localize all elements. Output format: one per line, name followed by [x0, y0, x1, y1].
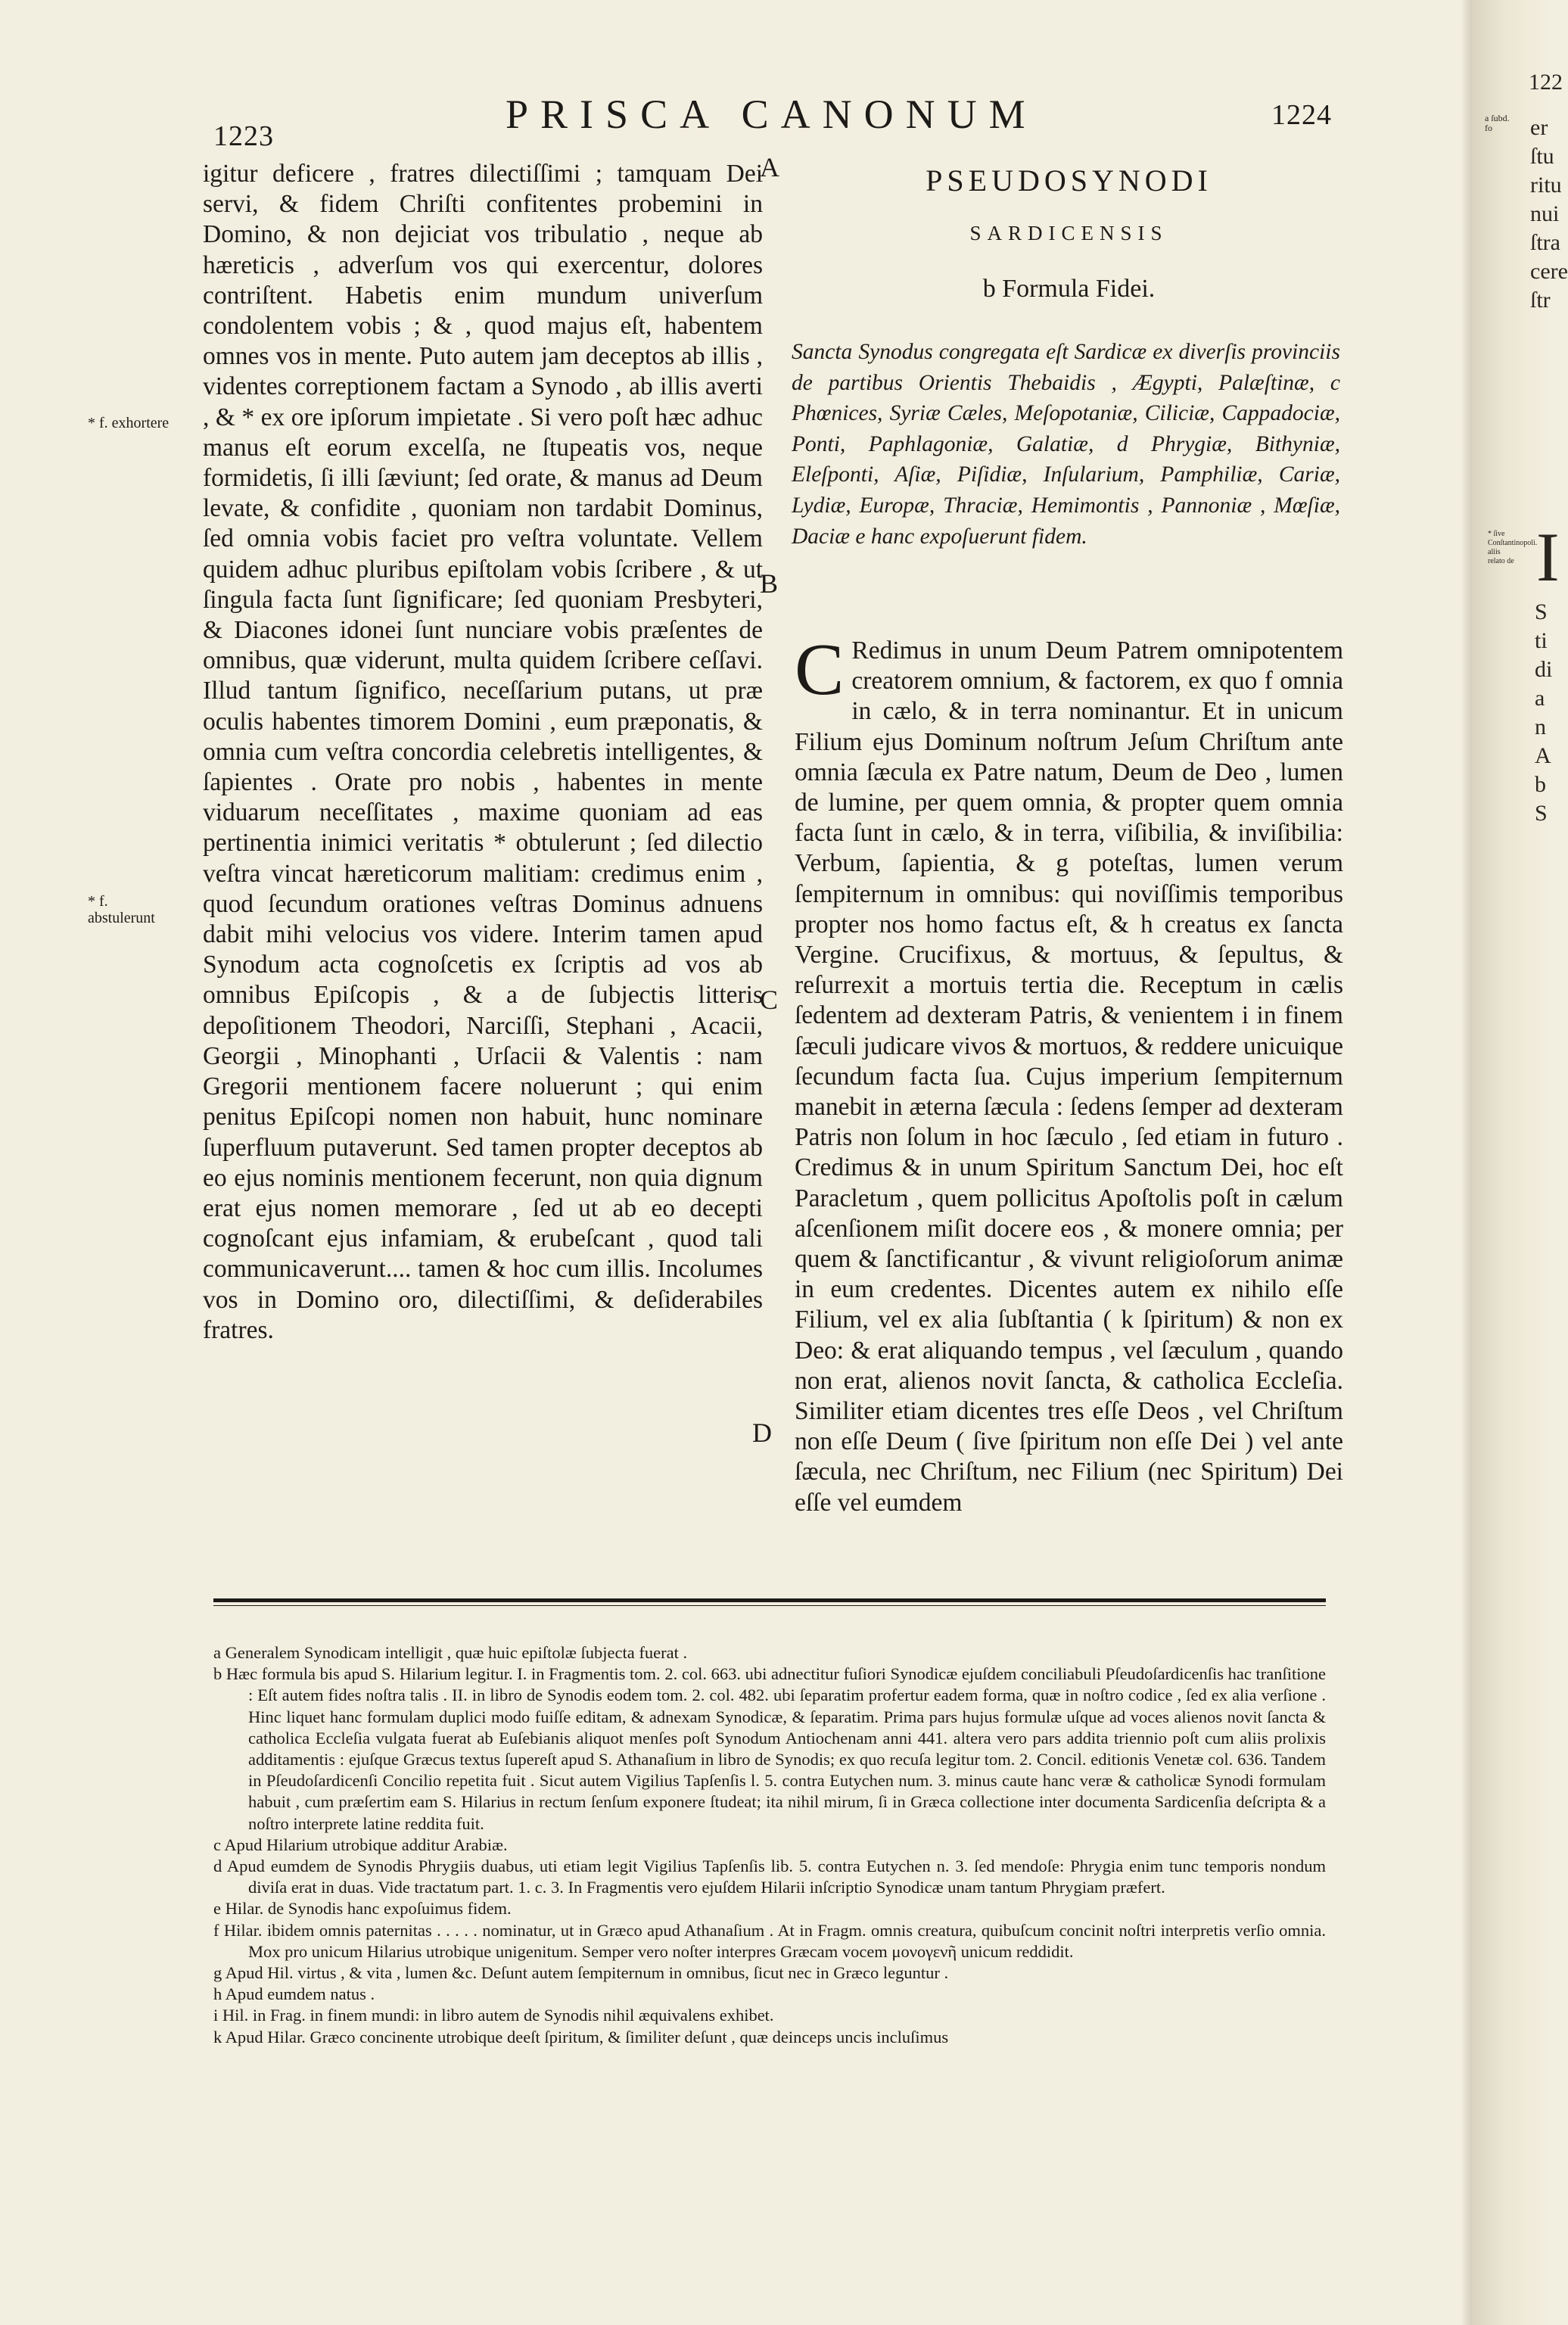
next-page-line: di: [1535, 657, 1553, 682]
footnote-i: i Hil. in Frag. in finem mundi: in libro autem de Synodis nihil æquivalens exhibet.: [213, 2006, 774, 2025]
section-letter-a: A: [760, 152, 779, 182]
right-column-text: Redimus in unum Deum Patrem omnipotentem creatorem omnium, & factorem, ex quo f omnia in cælo, & in terra nominantur. Et in unicum Filium ejus Dominum noſtrum Jeſum Chriſtum ante omnia ſæcula ex Patre natum, Deum de Deo , lumen de lumine, per quem omnia, & propter quem omnia facta ſunt in cælo, & in terra, viſibilia, & inviſibilia: Verbum, ſapientia, & g poteſtas, lumen verum ſempiternum in omnibus: qui noviſſimis temporibus propter nos homo factus eſt, & h creatus ex ſancta Vergine. Crucifixus, & mortuus, & ſepultus, & reſurrexit a mortuis tertia die. Receptum in cælis ſedentem ad dexteram Patris, & venientem i in finem ſæculi judicare vivos & mortuos, & reddere unicuique ſecundum facta ſua. Cujus imperium ſempiternum manebit in æterna ſæcula : ſedens ſemper ad dexteram Patris non ſolum in hoc ſæculo , ſed etiam in futuro . Credimus & in unum Spiritum Sanctum Dei, hoc eſt Paracletum , quem pollicitus Apoſtolis poſt in cælum aſcenſionem miſit docere eos , & monere omnia; per quem & ſanctificantur , & vivunt religioſorum animæ in eum credentes. Dicentes autem ex nihilo eſſe Filium, vel ex alia ſubſtantia ( k ſpiritum) & non ex Deo: & erat aliquando tempus , vel ſæculum , quando non erat, alienos novit ſancta, & catholica Eccleſia. Similiter etiam dicentes tres eſſe Deos , vel Chriſtum non eſſe Deum ( ſive ſpiritum non eſſe Dei ) vel ante ſæcula, nec Chriſtum, nec Filium (nec Spiritum) Dei eſſe vel eumdem: [795, 636, 1343, 1517]
next-page-line: ritu: [1530, 173, 1562, 198]
margin-note-abstulerunt: * f. abstulerunt: [88, 893, 155, 926]
footnote-rule-thin: [213, 1605, 1326, 1606]
section-title: PSEUDOSYNODI: [926, 163, 1212, 198]
next-page-line: b: [1535, 772, 1546, 797]
next-page-line: n: [1535, 714, 1546, 739]
section-subtitle: SARDICENSIS: [969, 222, 1168, 244]
page-number-left: 1223: [213, 120, 274, 152]
next-page-line: er: [1530, 115, 1548, 140]
footnote-f: f Hilar. ibidem omnis paternitas . . . . . nominatur, ut in Græco apud Athanaſium . At in Fragm. omnis creatura, quibuſcum concinit noſtri interpretis verſio omnia. Mox pro unicum Hilarius utrobique unigenitum. Semper vero noſter interpres Græcam vocem μονογενῆ unicum reddidit.: [213, 1920, 1326, 1961]
next-page-line: ti: [1535, 628, 1548, 653]
next-page-big-initial: I: [1536, 518, 1560, 596]
footnote-b: b Hæc formula bis apud S. Hilarium legitur. I. in Fragmentis tom. 2. col. 663. ubi adnectitur fuſiori Synodicæ ejuſdem conciliabuli Pſeudoſardicenſis hac tranſitione : Eſt autem fides noſtra talis . II. in libro de Synodis eodem tom. 2. col. 482. ubi ſeparatim profertur eadem forma, quæ in noſtro codice , ſed ex alia verſione . Hinc liquet hanc formulam duplici modo fuiſſe editam, & adnexam Synodicæ, & ſeparatim. Prima pars hujus formulæ uſque ad voces alienos novit ſancta & catholica Eccleſia vulgata fuerat ab Euſebianis aliquot menſes poſt Synodum Antiochenam anni 441. altera vero pars addita triennio poſt cum aliis prolixis additamentis : ejuſque Græcus textus ſupereſt apud S. Athanaſium in libro de Synodis; ex quo recuſa legitur tom. 2. Concil. editionis Venetæ col. 636. Tandem in Pſeudoſardicenſi Concilio repetita fuit . Sicut autem Vigilius Tapſenſis l. 5. contra Eutychen num. 3. minus caute hanc veræ & catholicæ Synodi formulam habuit , cum præſertim eam S. Hilarius in rectum ſenſum exponere ſtudeat; ita nihil mirum, ſi in Græca collectione inter documenta Sardicenſia deſcripta & a noſtro interprete latine reddita fuit.: [213, 1664, 1326, 1833]
footnote-rule-thick: [213, 1598, 1326, 1602]
footnote-k: k Apud Hilar. Græco concinente utrobique deeſt ſpiritum, & ſimiliter deſunt , quæ deinceps uncis incluſimus: [213, 2027, 949, 2046]
next-page-line: A: [1535, 743, 1551, 768]
next-page-line: S: [1535, 599, 1548, 624]
next-page-line: ſtra: [1530, 230, 1560, 255]
section-letter-d: D: [752, 1418, 772, 1448]
next-page-line: nui: [1530, 201, 1560, 226]
next-page-margin-note-mid: * ſive Conſtantinopoli. aliis relato de: [1488, 530, 1538, 565]
next-page-edge: [1472, 0, 1553, 2325]
footnote-g: g Apud Hil. virtus , & vita , lumen &c. Deſunt autem ſempiternum in omnibus, ſicut nec in Græco leguntur .: [213, 1963, 949, 1983]
page-number-right: 1224: [1271, 99, 1332, 131]
section-letter-c: C: [760, 985, 779, 1015]
footnote-c: c Apud Hilarium utrobique additur Arabiæ.: [213, 1835, 508, 1854]
next-page-number: 122: [1529, 70, 1563, 95]
next-page-line: a: [1535, 686, 1545, 711]
margin-note-exhortere: * f. exhortere: [88, 415, 170, 431]
next-page-text-top: [1530, 114, 1568, 315]
formula-heading: b Formula Fidei.: [982, 275, 1156, 303]
footnotes: [213, 1642, 1326, 2048]
footnote-d: d Apud eumdem de Synodis Phrygiis duabus, uti etiam legit Vigilius Tapſenſis lib. 5. contra Eutychen n. 3. ſed mendoſe: Phrygia enim tunc temporis nondum diviſa erat in duas. Vide tractatum part. 1. c. 3. In Fragmentis vero ejuſdem Hilarii inſcriptio Synodicæ unam tantum Phrygiam præfert.: [213, 1857, 1326, 1897]
next-page-text-mid: [1535, 598, 1552, 828]
synod-introduction: Sancta Synodus congregata eſt Sardicæ ex diverſis provinciis de partibus Orientis Thebaidis , Ægypti, Palæſtinæ, c Phœnices, Syriæ Cæles, Meſopotaniæ, Ciliciæ, Cappadociæ, Ponti, Paphlagoniæ, Galatiæ, d Phrygiæ, Bithyniæ, Eleſponti, Aſiæ, Piſidiæ, Inſularium, Pamphiliæ, Cariæ, Lydiæ, Europæ, Thraciæ, Hemimontis , Pannoniæ , Mœſiæ, Daciæ e hanc expoſuerunt fidem.: [792, 340, 1340, 549]
left-column: [203, 159, 763, 1346]
right-column: [795, 629, 1343, 1518]
next-page-line: ſtr: [1530, 288, 1551, 313]
drop-cap: C: [795, 629, 845, 711]
footnote-e: e Hilar. de Synodis hanc expoſuimus fidem.: [213, 1899, 512, 1919]
section-letter-b: B: [760, 568, 779, 599]
next-page-line: S: [1535, 801, 1548, 826]
next-page-margin-note-top: a ſubd. fo: [1485, 113, 1510, 133]
next-page-line: ſtu: [1530, 144, 1554, 169]
next-page-line: cere: [1530, 259, 1568, 284]
left-column-text: igitur deficere , fratres dilectiſſimi ; tamquam Dei servi, & fidem Chriſti confitentes probemini in Domino, & non dejiciat vos tribulatio , neque ab hæreticis , adverſum vos qui exercentur, dolores contriſtent. Habetis enim mundum univerſum condolentem vobis ; & , quod majus eſt, habentem omnes vos in mente. Puto autem jam deceptos ab illis , videntes correptionem factam a Synodo , ab illis averti , & * ex ore ipſorum impietate . Si vero poſt hæc adhuc manus eſt eorum excelſa, ne ſtupeatis vos, neque formidetis, ſi illi ſæviunt; ſed orate, & manus ad Deum levate, & confidite , quoniam non tardabit Dominus, ſed omnia vobis faciet pro veſtra voluntate. Vellem quidem adhuc pluribus epiſtolam vobis ſcribere , & ut ſingula facta ſunt ſignificare; ſed quoniam Presbyteri, & Diacones idonei ſunt nunciare vobis præſentes de omnibus, quæ viderunt, multa quidem ſcribere ceſſavi. Illud tantum ſignifico, neceſſarium putans, ut præ oculis habentes timorem Domini , eum præponatis, & omnia cum veſtra concordia celebretis intelligentes, & ſapientes . Orate pro nobis , habentes in mente viduarum neceſſitates , maxime quoniam ad eas pertinentia inimici veritatis * obtulerunt ; ſed dilectio veſtra vincat hæreticorum malitiam: credimus enim , quod ſecundum orationes veſtras Dominus adnuens dabit mihi velocius vos videre. Interim tamen apud Synodum acta cognoſcetis ex ſcriptis ad vos ab omnibus Epiſcopis , & a de ſubjectis litteris depoſitionem Theodori, Narciſſi, Stephani , Acacii, Georgii , Minophanti , Urſacii & Valentis : nam Gregorii mentionem facere noluerunt ; qui enim penitus Epiſcopi nomen non habuit, hunc nominare ſuperfluum putaverunt. Sed tamen propter deceptos ab eo ejus nominis mentionem fecerunt, non quia dignum erat ejus nomen memorare , ſed ut ab eo decepti cognoſcant ejus infamiam, & erubeſcant , quod tali communicaverunt.... tamen & hoc cum illis. Incolumes vos in Domino oro, dilectiſſimi, & deſiderabiles fratres.: [203, 160, 763, 1344]
footnote-a: a Generalem Synodicam intelligit , quæ huic epiſtolæ ſubjecta fuerat .: [213, 1643, 688, 1662]
running-title: PRISCA CANONUM: [506, 92, 1038, 137]
footnote-h: h Apud eumdem natus .: [213, 1984, 375, 2004]
